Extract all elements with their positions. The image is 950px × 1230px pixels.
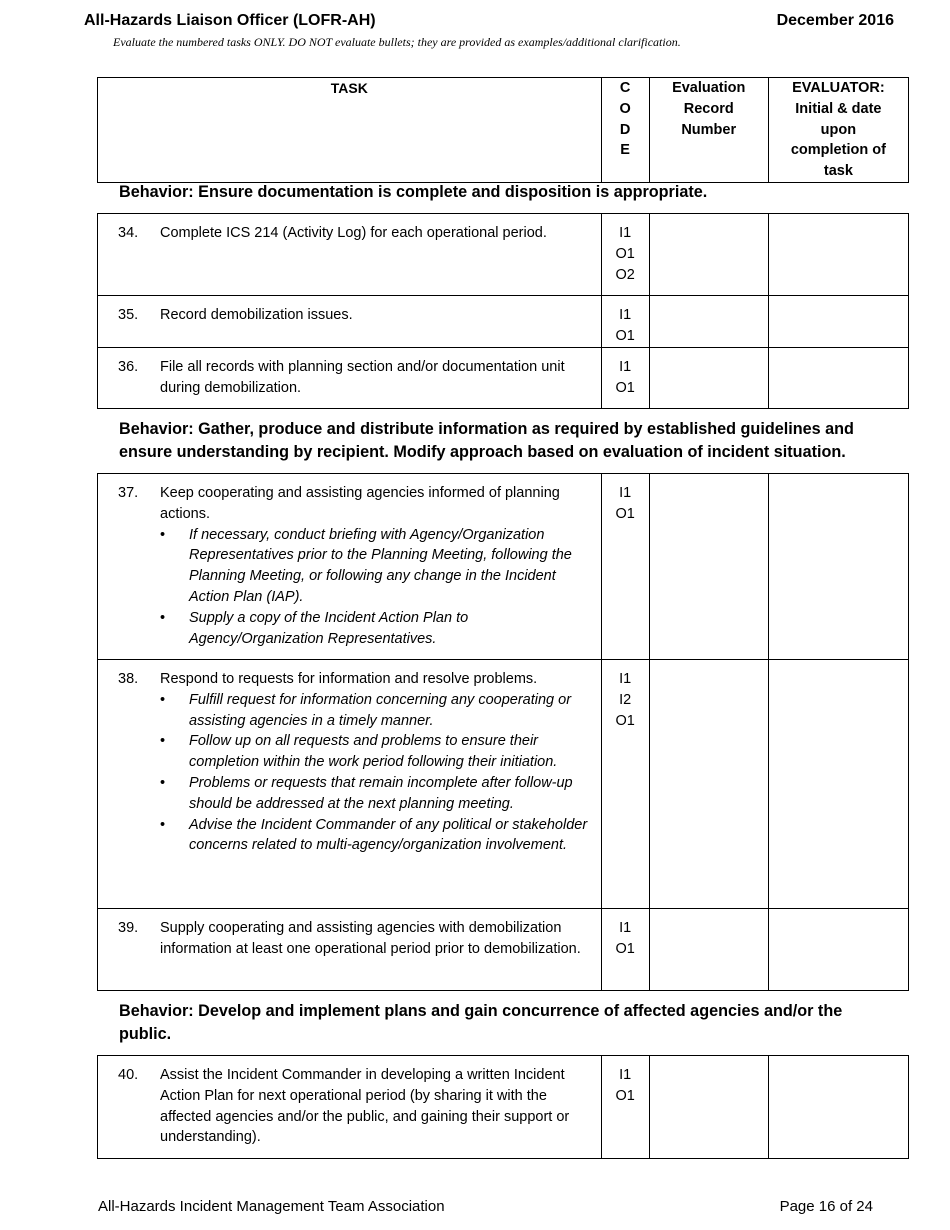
code-value: O1 (615, 712, 635, 729)
task-cell (98, 214, 602, 296)
code-value: I1 (619, 307, 632, 323)
table-row (98, 348, 909, 409)
evaluation-note: Evaluate the numbered tasks ONLY. DO NOT evaluate bullets; they are provided as examples/additional clarification. (113, 35, 681, 49)
evaluator-cell[interactable] (768, 909, 908, 991)
code-value: O1 (615, 505, 635, 522)
code-value: I1 (619, 225, 632, 241)
evaluator-cell[interactable] (768, 474, 908, 660)
code-cell (601, 348, 649, 409)
eval-record-cell[interactable] (649, 1056, 768, 1159)
code-cell (601, 1056, 649, 1159)
code-value: O1 (615, 1087, 635, 1104)
bullet-item: • Advise the Incident Commander of any political or stakeholder concerns related to multi-agency/organization involvement. (160, 815, 593, 857)
code-letter: O (619, 100, 631, 117)
code-cell (601, 214, 649, 296)
evaluator-cell[interactable] (768, 348, 908, 409)
evaluator-column-header (768, 78, 908, 183)
code-value: O1 (615, 327, 635, 344)
task-cell (98, 660, 602, 909)
eval-record-cell[interactable] (649, 660, 768, 909)
code-cell (601, 660, 649, 909)
code-value: O1 (615, 245, 635, 262)
bullet-item: • Problems or requests that remain incomplete after follow-up should be addressed at the next planning meeting. (160, 773, 593, 815)
eval-record-cell[interactable] (649, 909, 768, 991)
task-number: 39. (118, 920, 139, 936)
header-line: Number (681, 121, 737, 138)
eval-record-cell[interactable] (649, 214, 768, 296)
task-text: Complete ICS 214 (Activity Log) for each operational period. (160, 225, 547, 241)
code-letter: D (619, 121, 631, 138)
task-text: Keep cooperating and assisting agencies informed of planning actions. (160, 485, 560, 522)
task-cell (98, 474, 602, 660)
header-line: Record (683, 100, 734, 117)
bullet-list (160, 690, 593, 856)
task-number: 37. (118, 485, 139, 501)
behavior-heading: Behavior: Gather, produce and distribute information as required by established guidelines and ensure understanding by recipient. Modify approach based on evaluation of incident situation. (119, 420, 854, 461)
code-letter: C (619, 80, 631, 96)
table-row (98, 660, 909, 909)
eval-record-cell[interactable] (649, 474, 768, 660)
task-table (97, 1055, 909, 1159)
code-value: I1 (619, 1067, 632, 1083)
code-value: I2 (619, 691, 632, 708)
code-value: O2 (615, 266, 635, 283)
footer-page-number: Page 16 of 24 (779, 1198, 873, 1215)
bullet-list (160, 525, 593, 650)
task-text: Assist the Incident Commander in developing a written Incident Action Plan for next operational period (by sharing it with the affected agencies and/or the public, and gaining their support or understanding). (160, 1067, 570, 1146)
eval-record-column-header (649, 78, 768, 183)
bullet-item: • Follow up on all requests and problems to ensure their completion within the work period following their initiation. (160, 731, 593, 773)
header-line: completion of (790, 142, 886, 159)
task-number: 34. (118, 225, 139, 241)
header-line: Evaluation (672, 80, 746, 96)
evaluator-cell[interactable] (768, 1056, 908, 1159)
code-value: I1 (619, 920, 632, 936)
header-line: task (823, 163, 853, 180)
code-value: O1 (615, 379, 635, 396)
task-text: File all records with planning section and/or documentation unit during demobilization. (160, 359, 565, 396)
evaluator-cell[interactable] (768, 660, 908, 909)
task-cell (98, 348, 602, 409)
code-value: I1 (619, 485, 632, 501)
table-row (98, 214, 909, 296)
bullet-item: • If necessary, conduct briefing with Agency/Organization Representatives prior to the Planning Meeting, following the Planning Meeting, or following any change in the Incident Action Plan (IAP). (160, 525, 593, 608)
code-value: I1 (619, 671, 632, 687)
code-cell (601, 909, 649, 991)
table-row (98, 909, 909, 991)
task-cell (98, 1056, 602, 1159)
code-value: O1 (615, 940, 635, 957)
header-line: Initial & date (795, 100, 882, 117)
behavior-heading: Behavior: Develop and implement plans and gain concurrence of affected agencies and/or the public. (119, 1002, 843, 1043)
table-row (98, 296, 909, 348)
code-value: I1 (619, 359, 632, 375)
code-cell (601, 296, 649, 348)
behavior-heading: Behavior: Ensure documentation is complete and disposition is appropriate. (119, 183, 708, 201)
code-column-header (601, 78, 649, 183)
bullet-item: • Supply a copy of the Incident Action Plan to Agency/Organization Representatives. (160, 608, 593, 650)
code-letter: E (620, 142, 630, 159)
code-cell (601, 474, 649, 660)
task-table (97, 473, 909, 991)
task-table (97, 213, 909, 409)
evaluator-cell[interactable] (768, 296, 908, 348)
column-header-table (97, 77, 909, 183)
header-line: EVALUATOR: (792, 80, 885, 96)
document-title: All-Hazards Liaison Officer (LOFR-AH) (84, 12, 376, 29)
task-number: 38. (118, 671, 139, 687)
eval-record-cell[interactable] (649, 348, 768, 409)
task-cell (98, 909, 602, 991)
evaluator-cell[interactable] (768, 214, 908, 296)
header-line: upon (820, 121, 857, 138)
task-number: 36. (118, 359, 139, 375)
task-text: Supply cooperating and assisting agencies with demobilization information at least one operational period prior to demobilization. (160, 920, 581, 957)
table-row (98, 474, 909, 660)
task-column-header: TASK (98, 78, 602, 183)
task-text: Respond to requests for information and resolve problems. (160, 671, 538, 687)
table-row (98, 1056, 909, 1159)
bullet-item: • Fulfill request for information concerning any cooperating or assisting agencies in a timely manner. (160, 690, 593, 732)
task-number: 35. (118, 307, 139, 323)
document-date: December 2016 (776, 12, 894, 29)
task-number: 40. (118, 1067, 139, 1083)
eval-record-cell[interactable] (649, 296, 768, 348)
task-cell (98, 296, 602, 348)
footer-organization: All-Hazards Incident Management Team Association (98, 1198, 445, 1215)
task-text: Record demobilization issues. (160, 307, 353, 323)
